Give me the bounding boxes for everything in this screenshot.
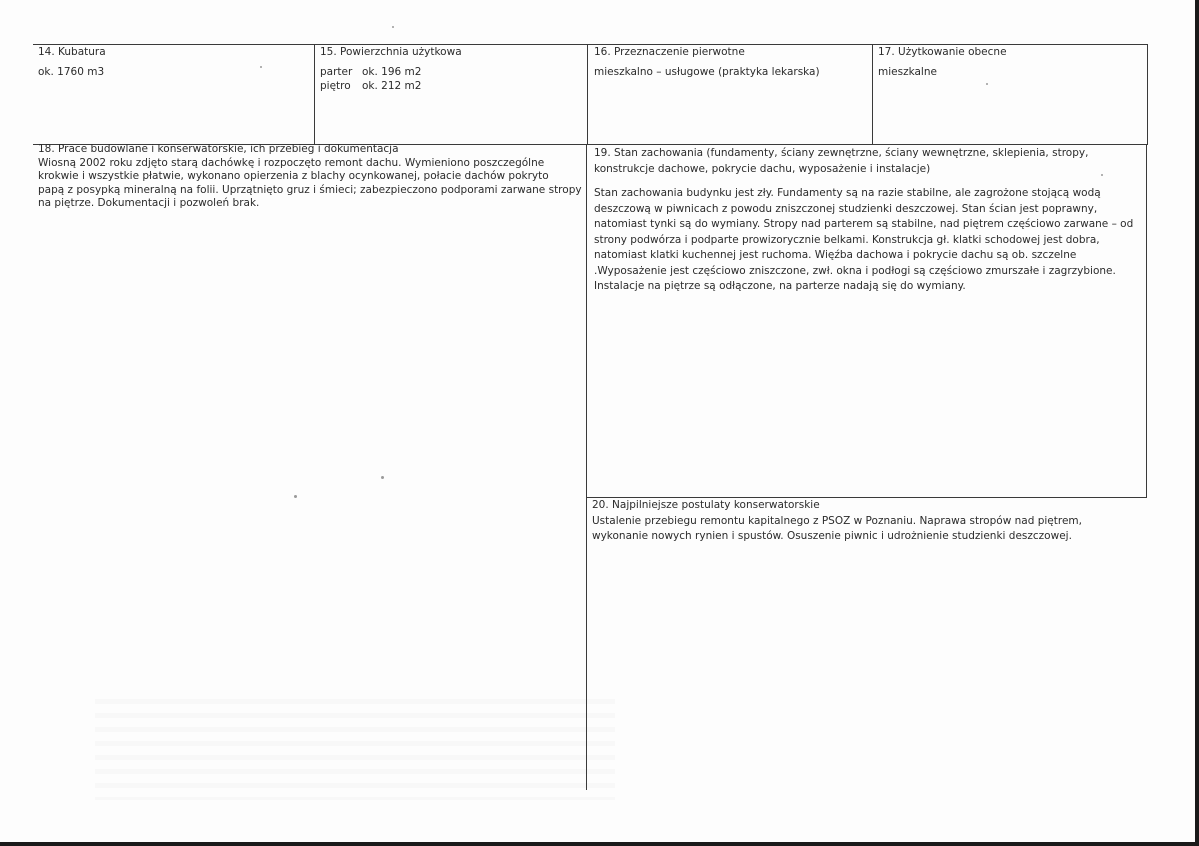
- field-14-label: 14. Kubatura: [38, 46, 106, 58]
- field-15-row-value: ok. 196 m2: [362, 66, 422, 78]
- field-15-row-name: parter: [320, 66, 353, 78]
- field-18-line: krokwie i wszystkie płatwie, wykonano opierzenia z blachy ocynkowanej, połacie dachów pokryto: [38, 170, 549, 182]
- field-20-line: Ustalenie przebiegu remontu kapitalnego z PSOZ w Poznaniu. Naprawa stropów nad piętrem,: [592, 514, 1082, 527]
- field-17-value: mieszkalne: [878, 66, 937, 78]
- field-15-label: 15. Powierzchnia użytkowa: [320, 46, 462, 58]
- field-19-line: strony podwórza i podparte prowizorycznie belkami. Konstrukcja gł. klatki schodowej jest dobra,: [594, 233, 1100, 246]
- center-divider: [586, 144, 587, 790]
- field-19-line: deszczową w piwnicach z powodu zniszczonej studzienki deszczowej. Stan ścian jest poprawny,: [594, 202, 1098, 215]
- field-16-label: 16. Przeznaczenie pierwotne: [594, 46, 745, 58]
- field-17-uzytkowanie: [878, 45, 1007, 80]
- field-15-row-name: piętro: [320, 80, 351, 92]
- field-14-value: ok. 1760 m3: [38, 66, 105, 78]
- field-19-line: .Wyposażenie jest częściowo zniszczone, zwł. okna i podłogi są częściowo zmurszałe i zagrzybione.: [594, 264, 1116, 277]
- field-15-powierzchnia: [320, 45, 462, 93]
- field-19-body: [594, 186, 1144, 295]
- field-14-kubatura: [38, 45, 106, 80]
- field-16-value: mieszkalno – usługowe (praktyka lekarska): [594, 66, 820, 78]
- right-border-top: [1147, 44, 1148, 144]
- field-18-label: 18. Prace budowlane i konserwatorskie, ich przebieg i dokumentacja: [38, 143, 399, 155]
- field-17-label: 17. Użytkowanie obecne: [878, 46, 1007, 58]
- field-19-line: natomiast klatki kuchennej jest ruchoma. Więźba dachowa i pokrycie dachu są ob. szczelne: [594, 249, 1077, 261]
- field-20-postulaty: [592, 498, 1142, 545]
- speck: [392, 26, 394, 28]
- speck: [260, 66, 262, 68]
- field-15-row-pietro: [320, 79, 462, 93]
- col-divider-2: [587, 44, 588, 144]
- field-19-label-line: konstrukcje dachowe, pokrycie dachu, wyposażenie i instalacje): [594, 162, 931, 175]
- field-18-line: Wiosną 2002 roku zdjęto starą dachówkę i rozpoczęto remont dachu. Wymieniono poszczególne: [38, 156, 545, 169]
- speck: [986, 83, 988, 85]
- col-divider-3: [872, 44, 873, 144]
- field-19-stan-zachowania: [594, 146, 1144, 295]
- field-19-line: Instalacje na piętrze są odłączone, na parterze nadają się do wymiany.: [594, 280, 966, 292]
- field-18-line: na piętrze. Dokumentacji i pozwoleń brak.: [38, 197, 260, 209]
- field-20-line: wykonanie nowych rynien i spustów. Osuszenie piwnic i udrożnienie studzienki deszczowej.: [592, 530, 1072, 542]
- field-19-line: Stan zachowania budynku jest zły. Fundamenty są na razie stabilne, ale zagrożone stojącą wodą: [594, 187, 1101, 199]
- field-18-prace: [38, 143, 582, 211]
- field-16-przeznaczenie: [594, 45, 820, 80]
- col-divider-1: [314, 44, 315, 144]
- faint-bleedthrough: [95, 690, 615, 800]
- field-19-label-line: 19. Stan zachowania (fundamenty, ściany zewnętrzne, ściany wewnętrzne, sklepienia, stropy,: [594, 147, 1089, 159]
- field-18-line: papą z posypką mineralną na folii. Uprzątnięto gruz i śmieci; zabezpieczono podporami zarwane stropy: [38, 183, 582, 196]
- box19-right-border: [1146, 144, 1147, 498]
- speck: [381, 476, 384, 479]
- speck: [1101, 174, 1103, 176]
- field-15-row-parter: [320, 65, 462, 79]
- speck: [294, 495, 297, 498]
- field-15-row-value: ok. 212 m2: [362, 80, 422, 92]
- field-20-label: 20. Najpilniejsze postulaty konserwatorskie: [592, 499, 820, 511]
- field-19-line: natomiast tynki są do wymiany. Stropy nad parterem są stabilne, nad piętrem częściowo zarwane – od: [594, 218, 1134, 230]
